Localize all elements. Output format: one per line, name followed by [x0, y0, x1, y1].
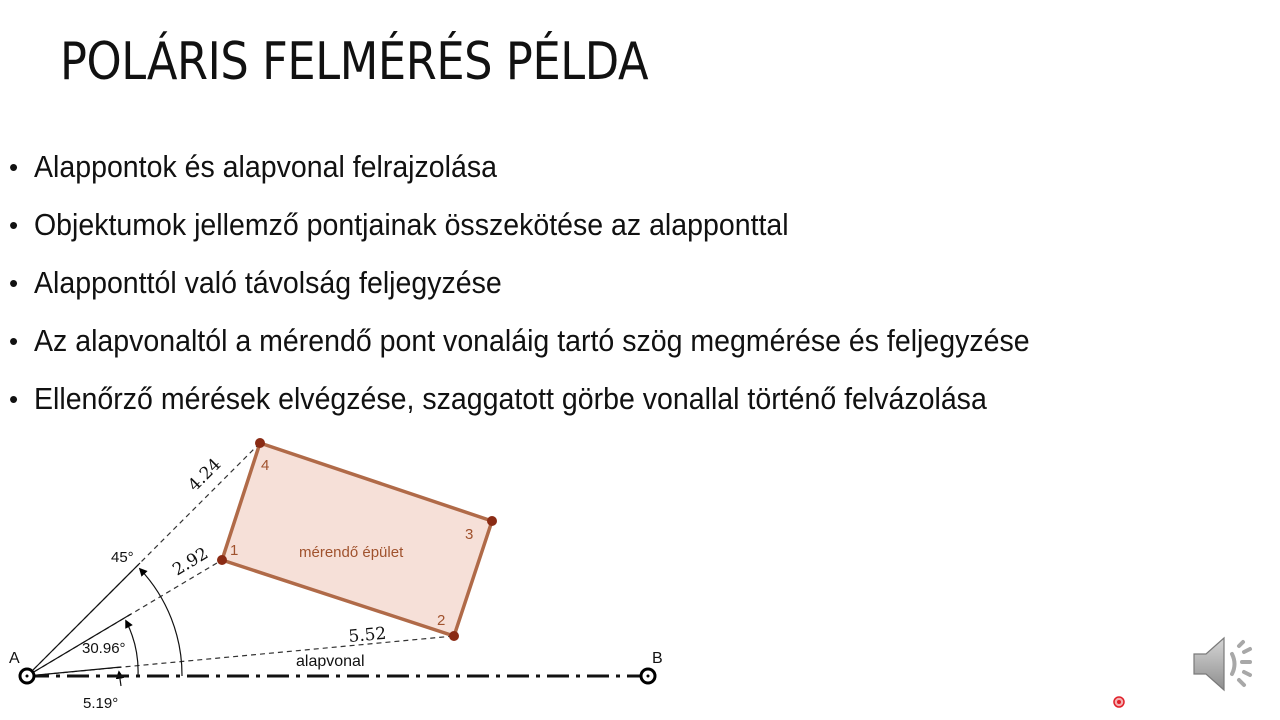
label-distance-2: 5.52	[347, 623, 388, 647]
laser-pointer-icon	[1113, 696, 1125, 708]
label-point-a: A	[9, 650, 20, 667]
slide-title: POLÁRIS FELMÉRÉS PÉLDA	[60, 32, 649, 92]
bullet-text: Alapponttól való távolság feljegyzése	[34, 265, 502, 300]
bullet-text: Alappontok és alapvonal felrajzolása	[34, 149, 497, 184]
bullet-text: Objektumok jellemző pontjainak összekötése az alapponttal	[34, 207, 789, 242]
bullet-dot: •	[9, 268, 19, 298]
bullet-dot: •	[9, 326, 19, 356]
label-corner-3: 3	[465, 526, 474, 543]
label-baseline: alapvonal	[296, 653, 365, 670]
label-angle-3096: 30.96°	[82, 640, 126, 657]
corner-point-2	[449, 631, 459, 641]
bullet-dot: •	[9, 384, 19, 414]
label-distance-4: 4.24	[184, 454, 226, 496]
label-angle-45: 45°	[111, 549, 134, 566]
angle-arc-45	[140, 569, 182, 676]
label-point-b: B	[652, 650, 663, 667]
corner-point-1	[217, 555, 227, 565]
label-distance-1: 2.92	[169, 543, 213, 581]
bullet-dot: •	[9, 152, 19, 182]
label-angle-519: 5.19°	[83, 695, 119, 712]
speaker-icon[interactable]	[1190, 632, 1258, 696]
label-building: mérendő épület	[299, 544, 404, 561]
bullet-text: Az alapvonaltól a mérendő pont vonaláig tartó szög megmérése és feljegyzése	[34, 323, 1030, 358]
angle-arc-519	[119, 672, 121, 686]
corner-point-3	[487, 516, 497, 526]
label-corner-4: 4	[261, 457, 270, 474]
label-corner-2: 2	[437, 612, 446, 629]
bullet-dot: •	[9, 210, 19, 240]
bullet-text: Ellenőrző mérések elvégzése, szaggatott görbe vonallal történő felvázolása	[34, 381, 987, 416]
corner-point-4	[255, 438, 265, 448]
angle-arc-3096	[126, 621, 138, 676]
label-corner-1: 1	[230, 542, 239, 559]
